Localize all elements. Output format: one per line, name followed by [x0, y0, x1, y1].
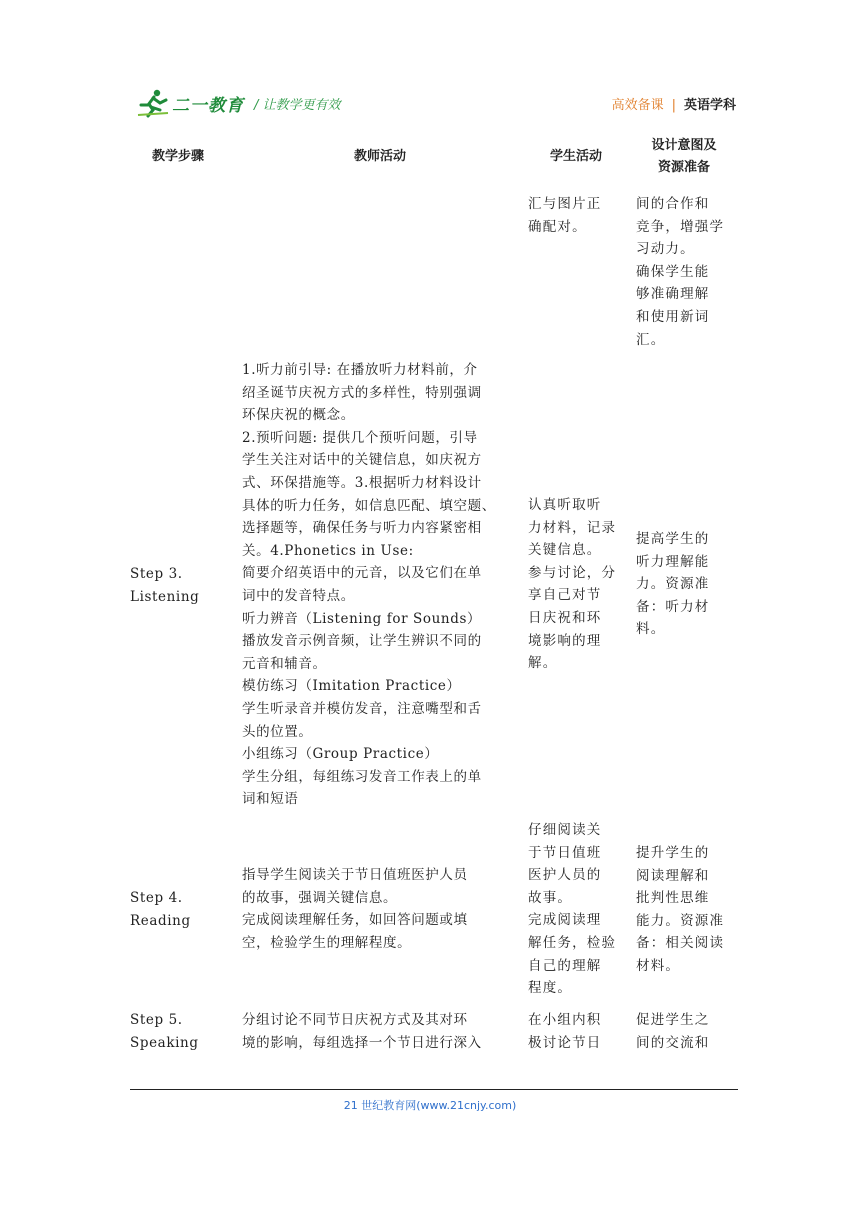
text-line: 够准确理解 [636, 286, 710, 303]
subject-tag [612, 94, 736, 113]
text-line: 头的位置。 [242, 723, 313, 740]
text-line: 关键信息。 [528, 542, 602, 559]
text-line: 的故事，强调关键信息。 [242, 889, 398, 906]
column-header-teacher: 教师活动 [353, 149, 406, 164]
text-line: 境的影响，每组选择一个节日进行深入 [242, 1034, 482, 1051]
column-header-step: 教学步骤 [151, 149, 204, 164]
step-4-student-activity [528, 819, 624, 1000]
text-line: 模仿练习（Imitation Practice） [242, 678, 461, 695]
continued-design-cell [636, 193, 732, 351]
text-line: 具体的听力任务，如信息匹配、填空题、 [242, 497, 496, 514]
text-line: 2.预听问题: 提供几个预听问题，引导 [242, 429, 478, 446]
text-line: 日庆祝和环 [528, 609, 602, 626]
text-line: 环保庆祝的概念。 [242, 407, 355, 424]
text-line: 享自己对节 [528, 587, 602, 604]
text-line: 力。资源准 [636, 576, 710, 593]
text-line: 间的交流和 [636, 1034, 710, 1051]
text-line: 阅读理解和 [636, 867, 710, 884]
text-line: 确保学生能 [636, 263, 710, 280]
text-line: 极讨论节日 [528, 1034, 602, 1051]
text-line: 促进学生之 [636, 1012, 710, 1028]
text-line: 关。4.Phonetics in Use: [242, 542, 414, 559]
brand-name: 二一教育 [172, 96, 244, 116]
step-5-design-intent [636, 1009, 732, 1054]
page-header [136, 88, 736, 120]
step-4-teacher-activity [242, 864, 518, 954]
text-line: 汇与图片正 [528, 196, 602, 212]
column-header-design-line1: 设计意图及 [651, 138, 717, 153]
text-line: 仔细阅读关 [528, 822, 602, 838]
text-line: 小组练习（Group Practice） [242, 746, 439, 763]
text-line: Step 5. [130, 1012, 183, 1028]
step-4-label [130, 887, 230, 932]
text-line: 习动力。 [636, 241, 695, 258]
text-line: Listening [130, 588, 200, 605]
step-3-label [130, 563, 230, 608]
text-line: 和使用新词 [636, 308, 710, 325]
text-line: 自己的理解 [528, 957, 602, 974]
text-line: 解任务，检验 [528, 934, 617, 951]
text-line: 完成阅读理解任务，如回答问题或填 [242, 912, 468, 929]
text-line: 式、环保措施等。3.根据听力材料设计 [242, 474, 482, 491]
text-line: 播放发音示例音频，让学生辨识不同的 [242, 633, 482, 650]
text-line: 听力理解能 [636, 553, 710, 570]
text-line: 提高学生的 [636, 531, 710, 547]
footer-divider [130, 1089, 738, 1090]
text-line: 解。 [528, 655, 558, 672]
step-3-design-intent [636, 528, 732, 641]
text-line: 批判性思维 [636, 890, 710, 907]
text-line: 医护人员的 [528, 867, 602, 884]
text-line: 学生听录音并模仿发音，注意嘴型和舌 [242, 700, 482, 717]
text-line: 确配对。 [528, 218, 587, 235]
column-header-design-line2: 资源准备 [657, 160, 710, 175]
text-line: 词和短语 [242, 791, 299, 808]
text-line: 词中的发音特点。 [242, 587, 355, 604]
text-line: 于节日值班 [528, 844, 602, 861]
text-line: 程度。 [528, 980, 573, 997]
tag-subject: 英语学科 [683, 98, 736, 113]
text-line: 在小组内积 [528, 1012, 602, 1028]
text-line: 汇。 [636, 331, 666, 348]
text-line: 能力。资源准 [636, 912, 725, 929]
text-line: 故事。 [528, 889, 573, 906]
step-3-teacher-activity [242, 359, 518, 811]
text-line: 料。 [636, 621, 666, 638]
text-line: 备：听力材 [636, 598, 710, 615]
text-line: 认真听取听 [528, 497, 602, 513]
text-line: 学生关注对话中的关键信息，如庆祝方 [242, 452, 482, 469]
column-header-student: 学生活动 [549, 149, 602, 164]
footer-link[interactable]: 21 世纪教育网(www.21cnjy.com) [343, 1099, 517, 1112]
continued-student-cell [528, 193, 624, 238]
text-line: 间的合作和 [636, 196, 710, 212]
text-line: 参与讨论，分 [528, 564, 617, 581]
text-line: 竞争，增强学 [636, 218, 725, 235]
text-line: 学生分组，每组练习发音工作表上的单 [242, 768, 482, 785]
text-line: 指导学生阅读关于节日值班医护人员 [242, 867, 468, 883]
step-3-student-activity [528, 494, 624, 675]
text-line: 1.听力前引导: 在播放听力材料前，介 [242, 362, 478, 378]
text-line: 完成阅读理 [528, 912, 602, 929]
text-line: Reading [130, 912, 191, 929]
column-header-design [636, 135, 732, 179]
text-line: 简要介绍英语中的元音，以及它们在单 [242, 565, 482, 582]
running-man-icon [136, 88, 170, 118]
step-5-label [130, 1009, 230, 1054]
brand-slogan: / 让教学更有效 [254, 98, 341, 113]
text-line: 绍圣诞节庆祝方式的多样性，特别强调 [242, 384, 482, 401]
text-line: 材料。 [636, 957, 681, 974]
step-5-teacher-activity [242, 1009, 518, 1054]
text-line: Speaking [130, 1034, 199, 1051]
text-line: 元音和辅音。 [242, 655, 327, 672]
text-line: 空，检验学生的理解程度。 [242, 934, 412, 951]
text-line: 备：相关阅读 [636, 935, 725, 952]
tag-separator: | [671, 98, 676, 113]
text-line: 选择题等，确保任务与听力内容紧密相 [242, 520, 482, 537]
text-line: 力材料，记录 [528, 519, 617, 536]
text-line: 听力辨音（Listening for Sounds） [242, 610, 482, 627]
text-line: 提升学生的 [636, 845, 710, 861]
tag-primary: 高效备课 [611, 98, 664, 113]
text-line: 分组讨论不同节日庆祝方式及其对环 [242, 1012, 468, 1028]
text-line: Step 4. [130, 890, 183, 906]
text-line: Step 3. [130, 566, 183, 582]
step-4-design-intent [636, 842, 732, 978]
text-line: 境影响的理 [528, 632, 602, 649]
step-5-student-activity [528, 1009, 624, 1054]
